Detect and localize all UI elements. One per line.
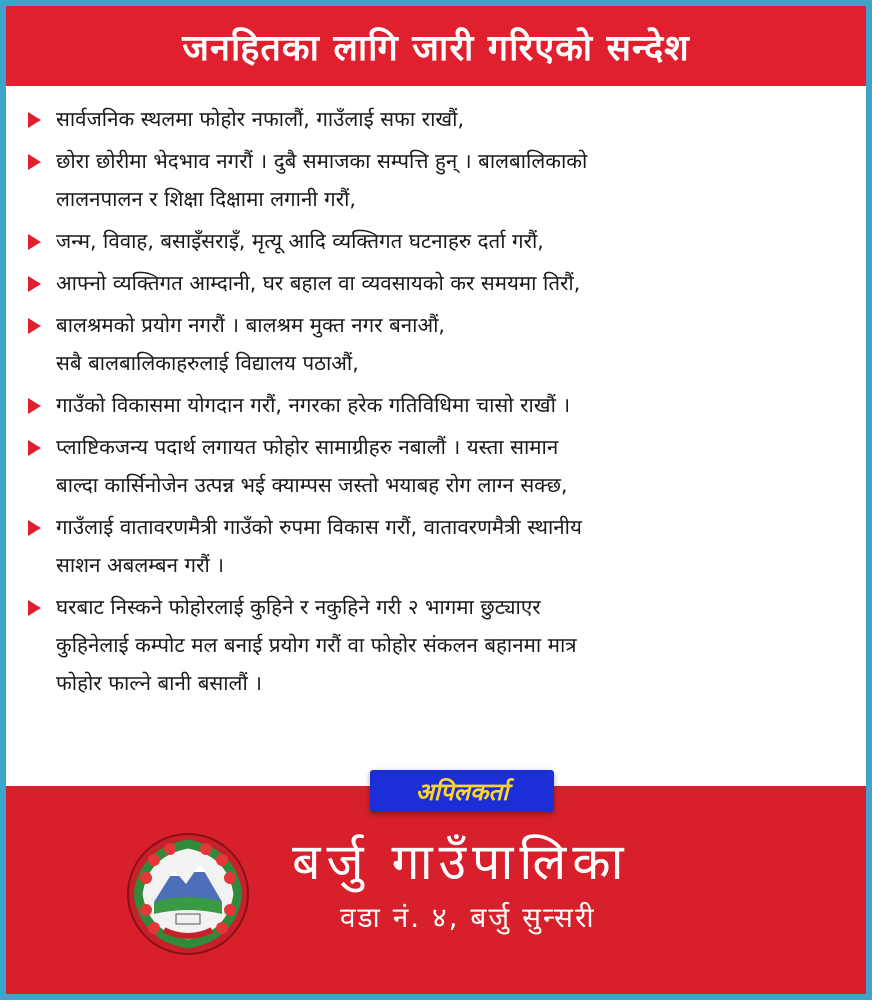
message-line: छोरा छोरीमा भेदभाव नगरौं । दुबै समाजका सम्पत्ति हुन् । बालबालिकाको xyxy=(56,149,588,173)
message-item xyxy=(28,508,854,584)
notice-header xyxy=(6,6,866,86)
message-line: बाल्दा कार्सिनोजेन उत्पन्न भई क्याम्पस जस्तो भयाबह रोग लाग्न सक्छ, xyxy=(56,473,568,497)
appellant-label: अपिलकर्ता xyxy=(415,777,509,806)
message-item xyxy=(28,428,854,504)
message-line: सबै बालबालिकाहरुलाई विद्यालय पठाऔं, xyxy=(56,351,359,375)
message-item xyxy=(28,386,854,424)
triangle-bullet-icon xyxy=(28,112,41,128)
message-line: बालश्रमको प्रयोग नगरौं । बालश्रम मुक्त नगर बनाऔं, xyxy=(56,313,445,337)
message-line: लालनपालन र शिक्षा दिक्षामा लगानी गरौं, xyxy=(56,187,356,211)
message-line: सार्वजनिक स्थलमा फोहोर नफालौं, गाउँलाई सफा राखौं, xyxy=(56,107,464,131)
message-line: कुहिनेलाई कम्पोट मल बनाई प्रयोग गरौं वा फोहोर संकलन बहानमा मात्र xyxy=(56,633,577,657)
message-line: गाउँको विकासमा योगदान गरौं, नगरका हरेक गतिविधिमा चासो राखौं । xyxy=(56,393,571,417)
message-item xyxy=(28,100,854,138)
triangle-bullet-icon xyxy=(28,600,41,616)
message-line: फोहोर फाल्ने बानी बसालौं । xyxy=(56,671,263,695)
triangle-bullet-icon xyxy=(28,276,41,292)
org-name: बर्जु गाउँपालिका xyxy=(292,833,630,891)
org-address: वडा नं. ४, बर्जु सुन्सरी xyxy=(340,901,596,934)
notice-title: जनहितका लागि जारी गरिएको सन्देश xyxy=(182,27,690,69)
appellant-badge xyxy=(370,770,554,812)
message-item xyxy=(28,264,854,302)
notice-body xyxy=(6,86,866,786)
message-line: प्लाष्टिकजन्य पदार्थ लगायत फोहोर सामाग्रीहरु नबालौं । यस्ता सामान xyxy=(56,435,559,459)
triangle-bullet-icon xyxy=(28,520,41,536)
message-item xyxy=(28,222,854,260)
message-line: साशन अबलम्बन गरौं । xyxy=(56,553,225,577)
message-list xyxy=(6,86,866,702)
triangle-bullet-icon xyxy=(28,154,41,170)
notice-footer xyxy=(6,777,866,994)
message-item xyxy=(28,588,854,702)
triangle-bullet-icon xyxy=(28,398,41,414)
triangle-bullet-icon xyxy=(28,318,41,334)
nepal-government-emblem-icon xyxy=(124,830,252,958)
message-line: घरबाट निस्कने फोहोरलाई कुहिने र नकुहिने गरी २ भागमा छुट्याएर xyxy=(56,595,541,619)
message-line: जन्म, विवाह, बसाइँसराइँ, मृत्यू आदि व्यक्तिगत घटनाहरु दर्ता गरौं, xyxy=(56,229,544,253)
message-item xyxy=(28,306,854,382)
message-item xyxy=(28,142,854,218)
message-line: गाउँलाई वातावरणमैत्री गाउँको रुपमा विकास गरौं, वातावरणमैत्री स्थानीय xyxy=(56,515,582,539)
triangle-bullet-icon xyxy=(28,440,41,456)
triangle-bullet-icon xyxy=(28,234,41,250)
notice-poster xyxy=(6,6,866,994)
message-line: आफ्नो व्यक्तिगत आम्दानी, घर बहाल वा व्यवसायको कर समयमा तिरौं, xyxy=(56,271,581,295)
